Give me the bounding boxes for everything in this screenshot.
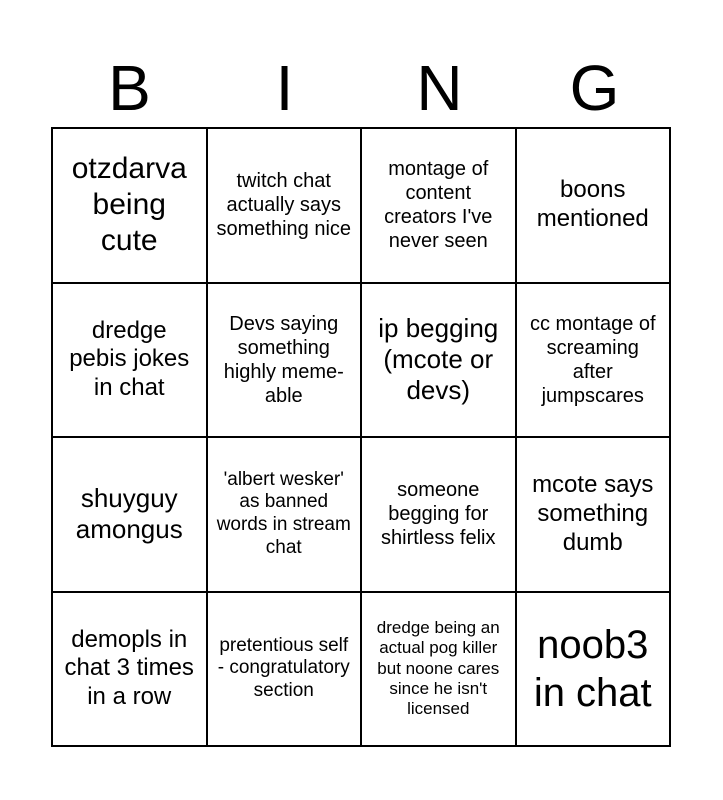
bingo-cell-text: noob3 in chat [533,622,652,715]
bingo-cell[interactable] [53,284,208,439]
bingo-cell[interactable] [517,438,672,593]
bingo-cell-text: twitch chat actually says something nice [216,170,352,241]
bingo-cell-text: boons mentioned [536,176,649,233]
bingo-cell[interactable] [53,438,208,593]
bingo-cell-text: montage of content creators I've never seen [384,158,493,253]
bingo-header [52,52,672,124]
bingo-cell-text: otzdarva being cute [71,152,187,258]
bingo-cell-text: pretentious self - congratulatory section [217,634,350,702]
bingo-cell[interactable] [53,129,208,284]
bingo-board [51,127,671,747]
bingo-cell-text: 'albert wesker' as banned words in stream chat [216,468,351,559]
bingo-cell[interactable] [517,284,672,439]
bingo-cell-text: demopls in chat 3 times in a row [64,625,194,711]
bingo-cell[interactable] [362,284,517,439]
bingo-cell-text: mcote says something dumb [532,471,654,556]
bingo-cell[interactable] [208,284,363,439]
header-letter-b: B [108,52,151,124]
header-letter-i: I [275,52,294,124]
bingo-cell[interactable] [517,593,672,748]
bingo-cell-text: ip begging (mcote or devs) [378,312,499,406]
bingo-cell-text: dredge pebis jokes in chat [69,316,190,402]
bingo-cell[interactable] [362,593,517,748]
header-letter-g: G [569,52,620,124]
bingo-cell-text: shuyguy amongus [75,483,183,545]
bingo-cell[interactable] [208,129,363,284]
bingo-cell[interactable] [362,438,517,593]
bingo-cell-text: Devs saying something highly meme-able [223,312,344,407]
bingo-cell[interactable] [53,593,208,748]
bingo-cell-text: cc montage of screaming after jumpscares [529,312,656,407]
bingo-cell[interactable] [362,129,517,284]
bingo-cell[interactable] [208,593,363,748]
header-letter-n: N [416,52,463,124]
bingo-cell[interactable] [517,129,672,284]
bingo-cell[interactable] [208,438,363,593]
bingo-cell-text: someone begging for shirtless felix [381,479,496,550]
bingo-cell-text: dredge being an actual pog killer but noone cares since he isn't licensed [376,617,500,719]
